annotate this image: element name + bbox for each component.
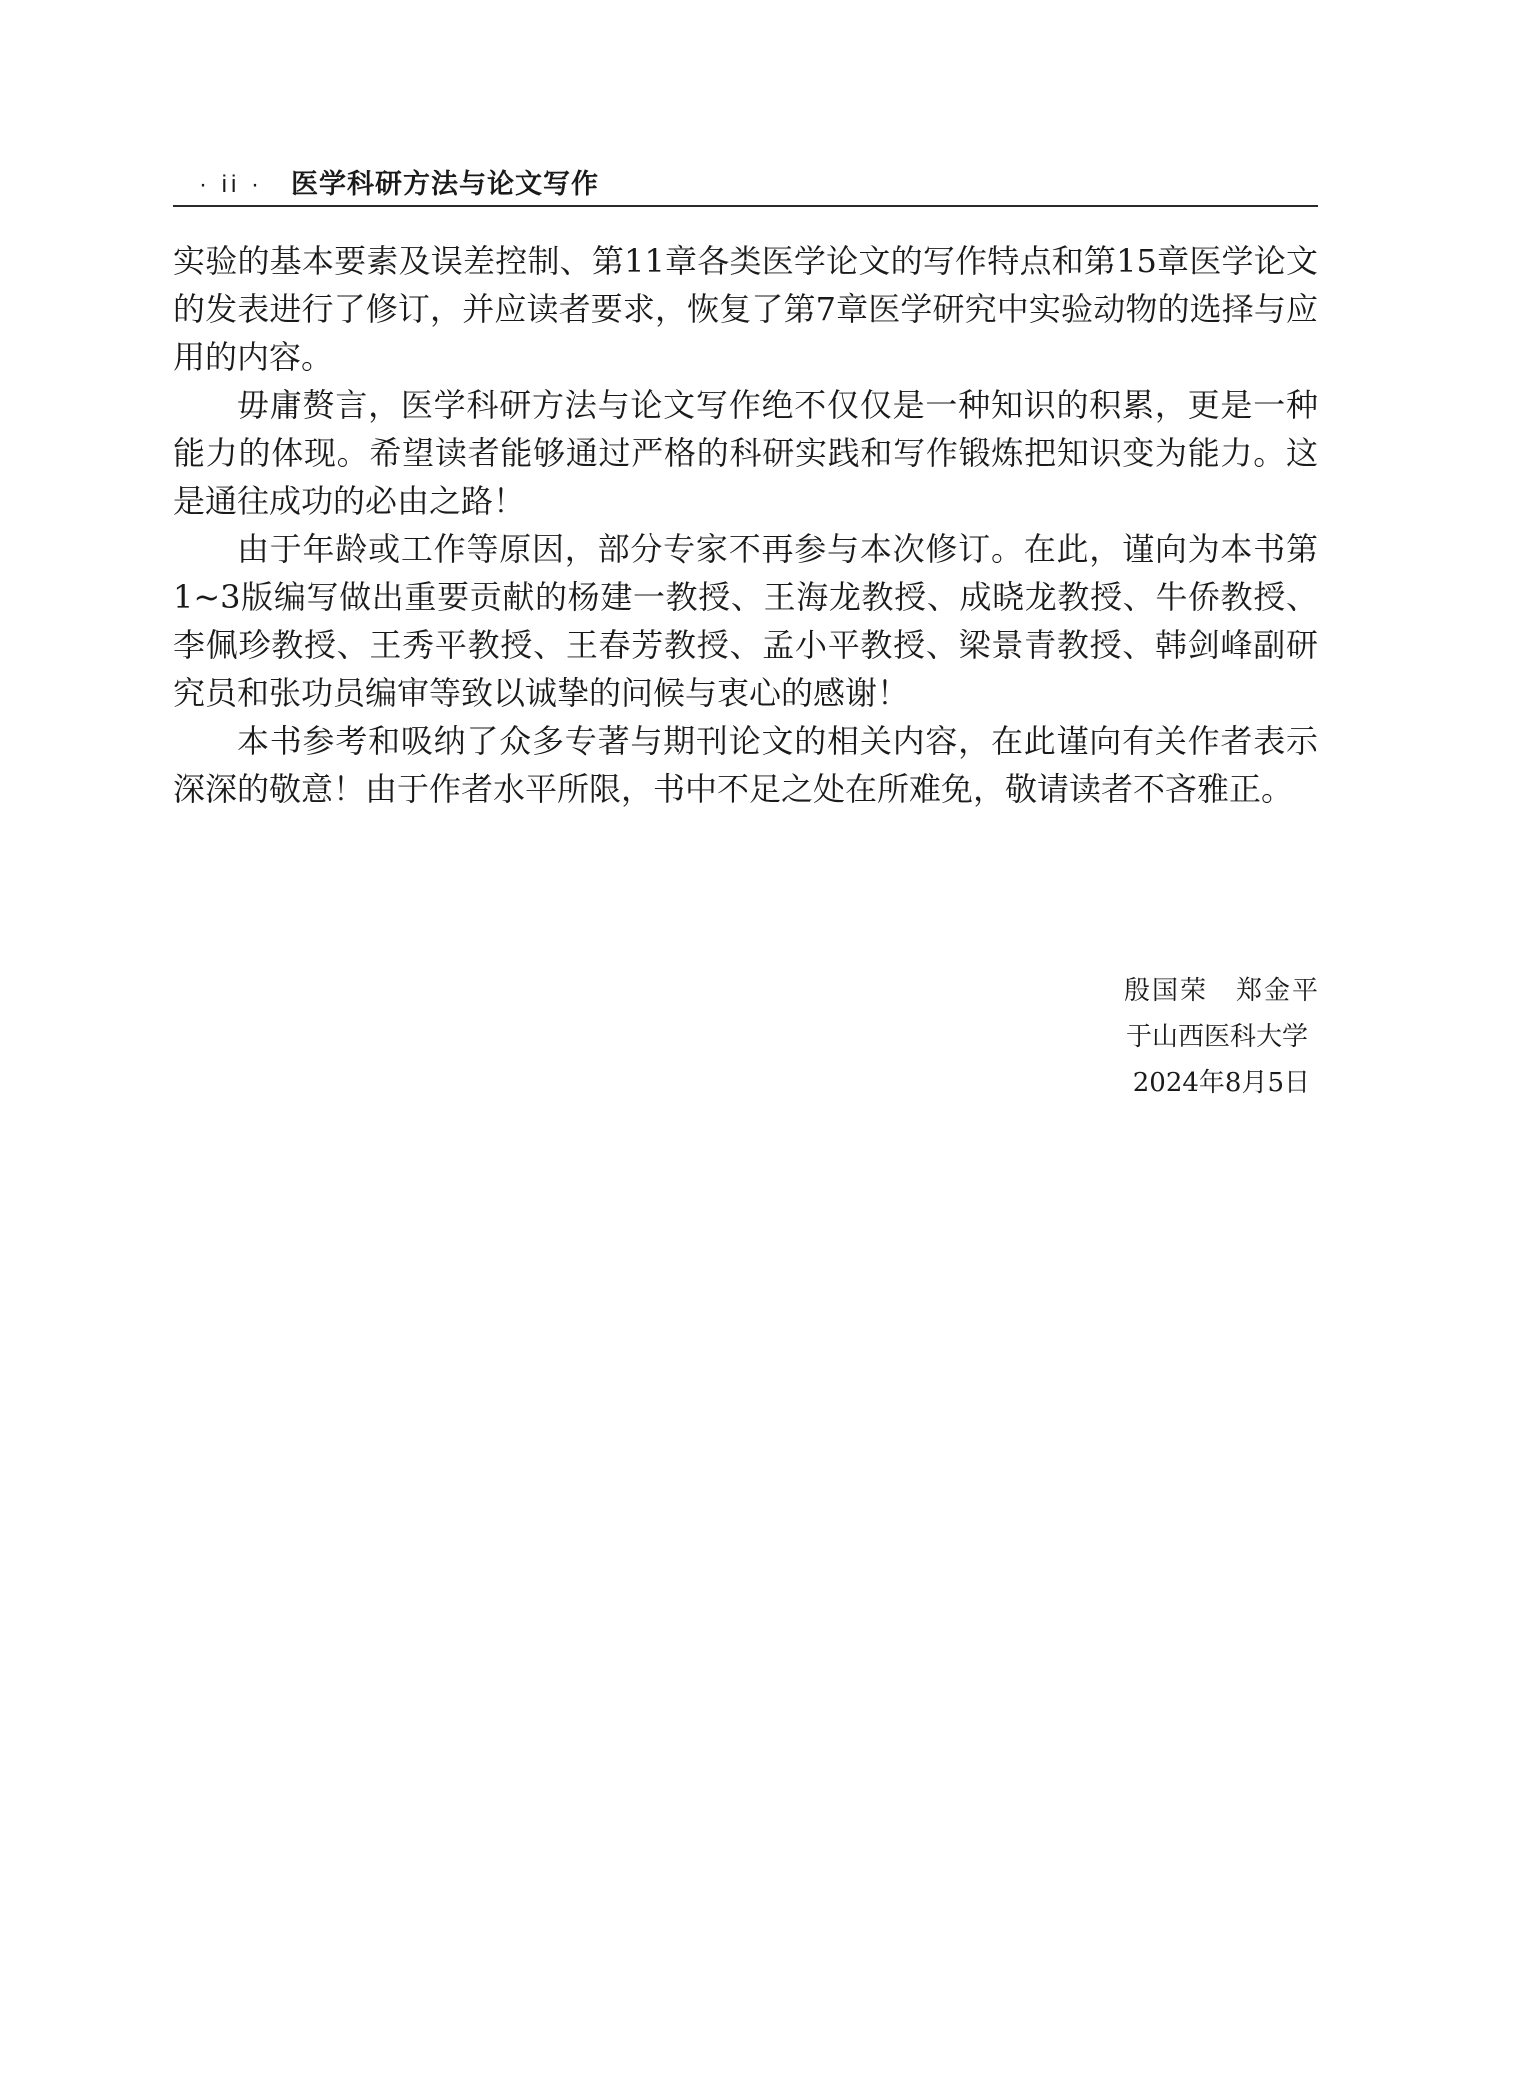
page-number: · ii · — [199, 171, 263, 198]
signature-date: 2024年8月5日 — [1132, 1068, 1310, 1098]
author-names: 殷国荣 郑金平 — [1123, 976, 1320, 1006]
running-header — [173, 163, 1318, 207]
paragraph-3: 由于年龄或工作等原因，部分专家不再参与本次修订。在此，谨向为本书第1~3版编写做出重要贡献的杨建一教授、王海龙教授、成晓龙教授、牛侨教授、李佩珍教授、王秀平教授、王春芳教授、孟小平教授、梁景青教授、韩剑峰副研究员和张功员编审等致以诚挚的问候与衷心的感谢！ — [173, 530, 1318, 712]
signature-place: 于山西医科大学 — [1125, 1022, 1308, 1052]
signature-block — [1020, 968, 1320, 1106]
paragraph-4: 本书参考和吸纳了众多专著与期刊论文的相关内容，在此谨向有关作者表示深深的敬意！由于作者水平所限，书中不足之处在所难免，敬请读者不吝雅正。 — [173, 722, 1318, 808]
body-text — [173, 237, 1318, 813]
paragraph-1: 实验的基本要素及误差控制、第11章各类医学论文的写作特点和第15章医学论文的发表进行了修订，并应读者要求，恢复了第7章医学研究中实验动物的选择与应用的内容。 — [173, 242, 1318, 376]
paragraph-2: 毋庸赘言，医学科研方法与论文写作绝不仅仅是一种知识的积累，更是一种能力的体现。希望读者能够通过严格的科研实践和写作锻炼把知识变为能力。这是通往成功的必由之路！ — [173, 386, 1318, 520]
book-title: 医学科研方法与论文写作 — [290, 169, 599, 200]
